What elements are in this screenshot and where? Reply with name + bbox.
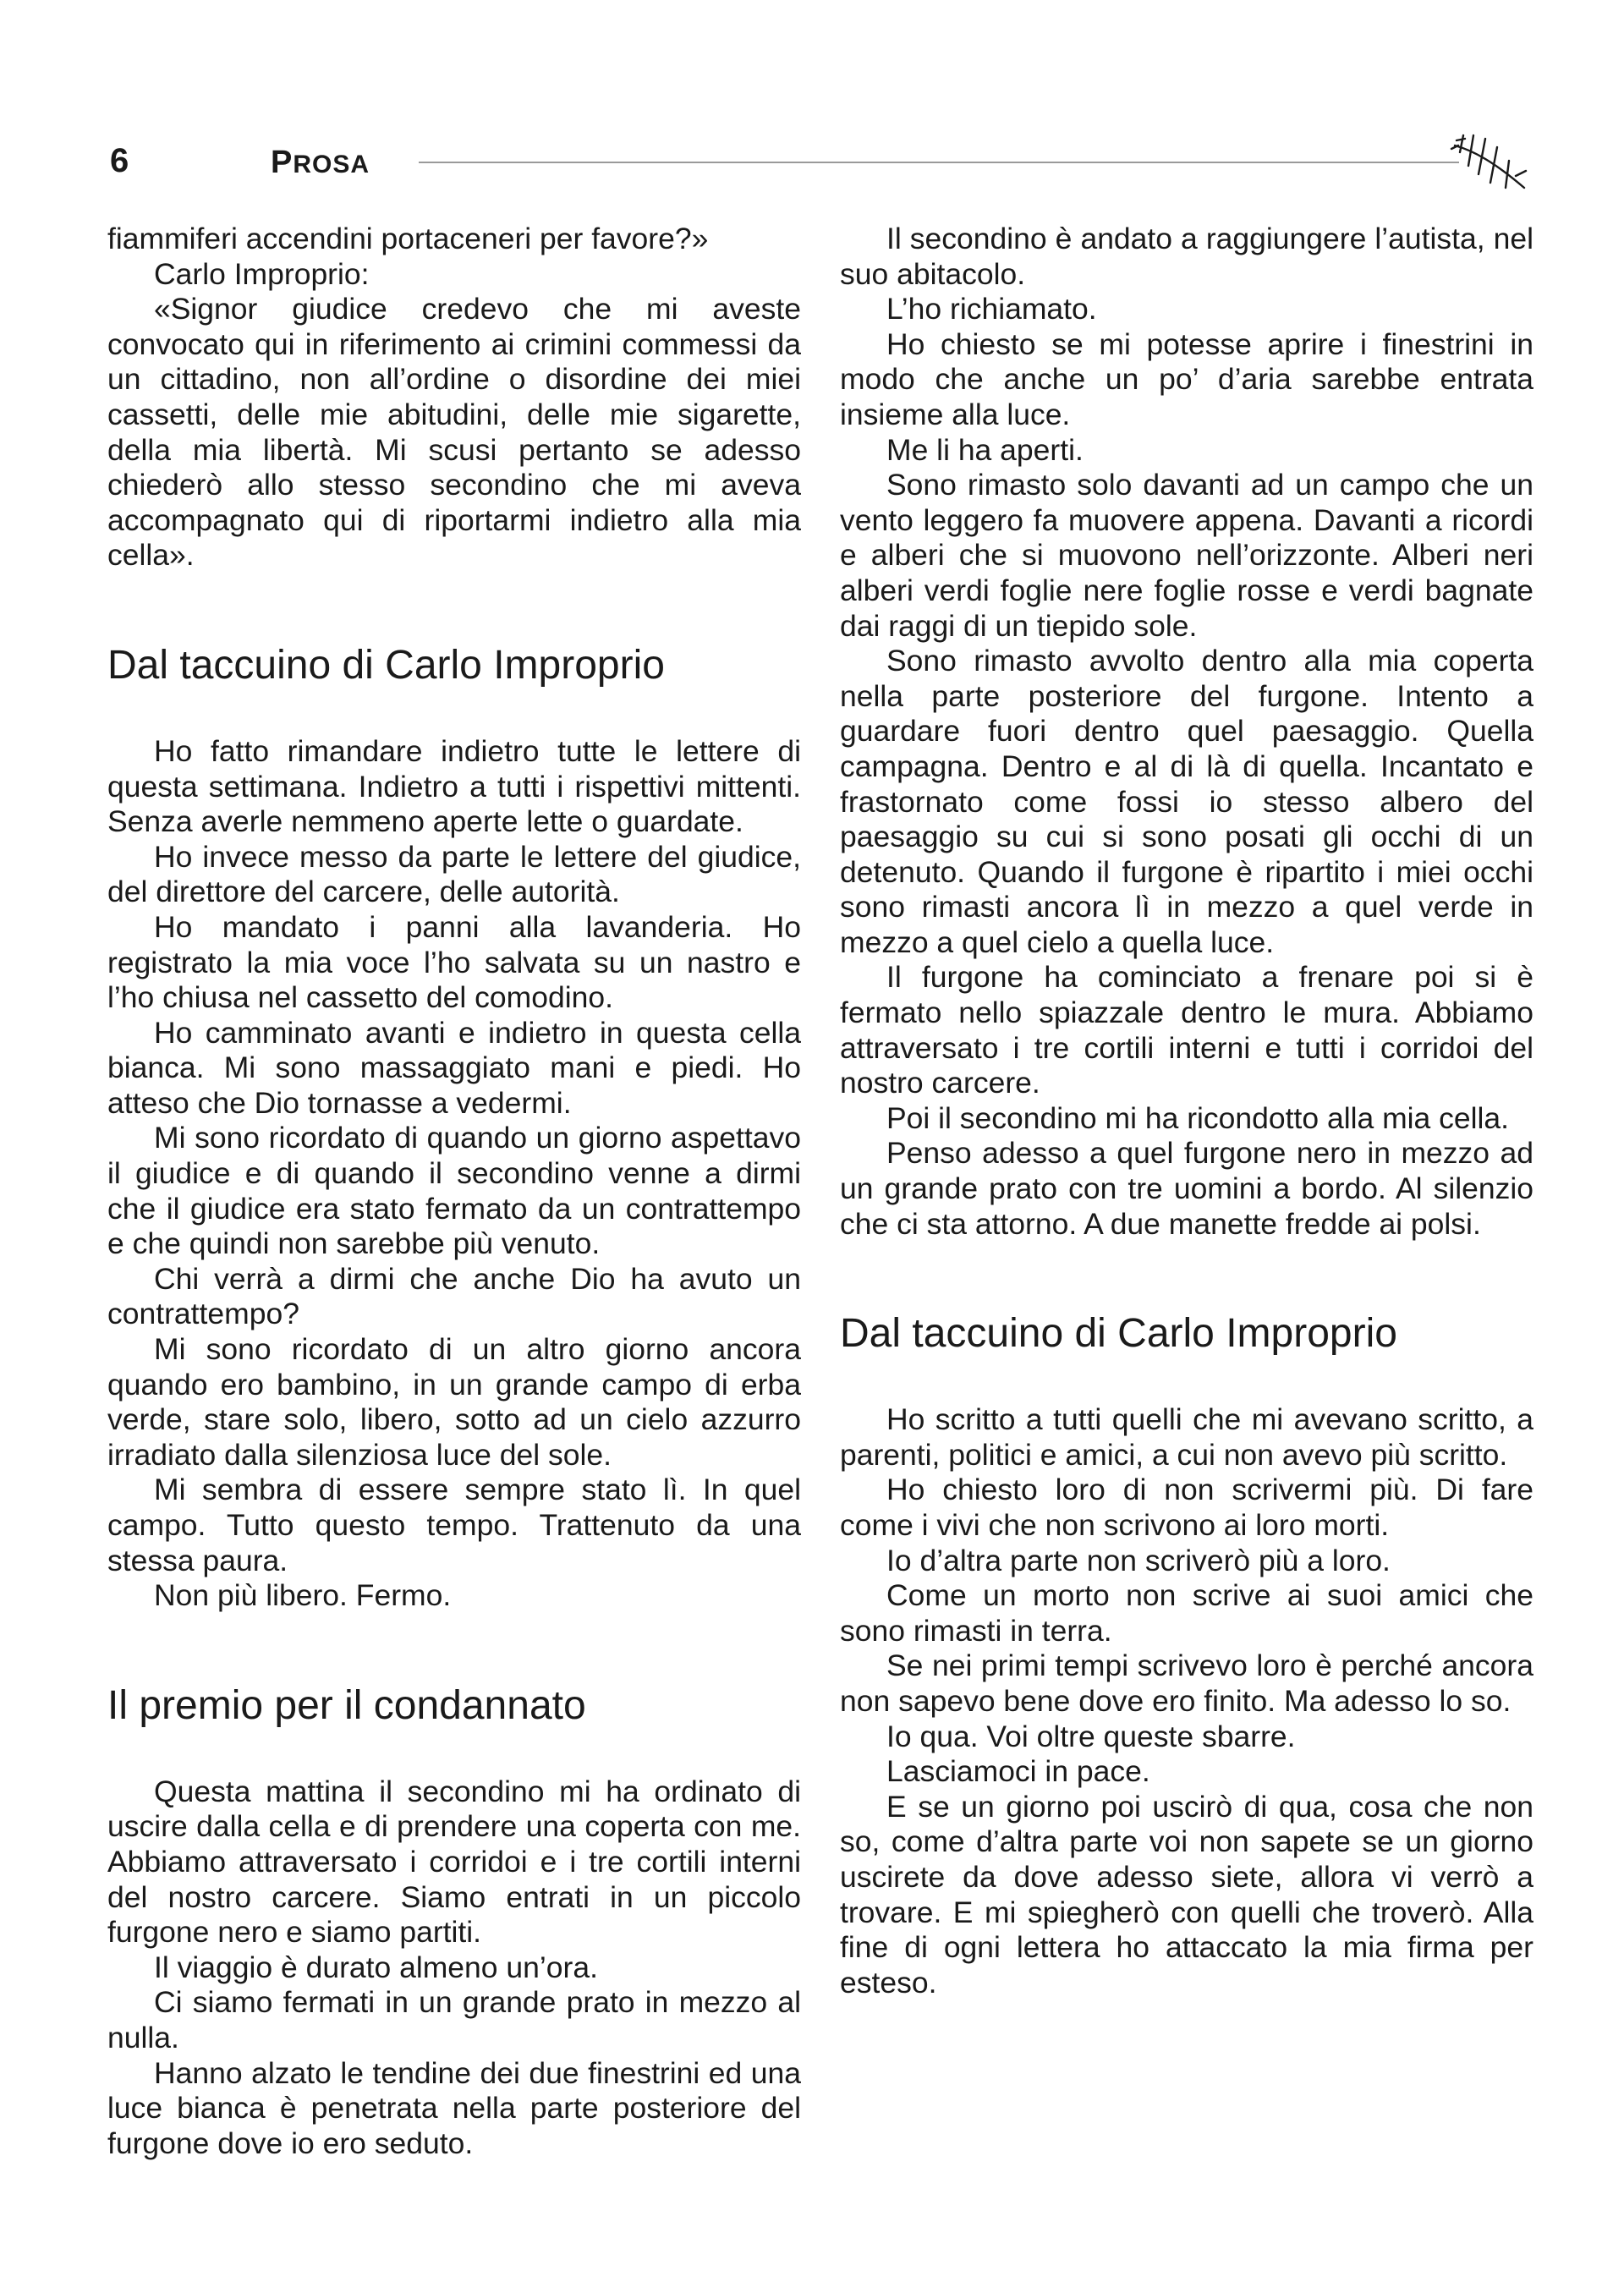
paragraph: Io d’altra parte non scriverò più a loro. [886,1543,1391,1577]
paragraph: «Signor giudice credevo che mi aveste convocato qui in riferimento ai crimini commessi da un cittadino, non all’ordine o disordine dei miei cassetti, delle mie abitudini, delle mie sigarette, della mia libertà. Mi scusi pertanto se adesso chiederò allo stesso secondino che mi aveva accompagnato qui di riportarmi indietro alla mia cella». [107,292,801,573]
paragraph: Ho camminato avanti e indietro in questa cella bianca. Mi sono massaggiato mani e piedi. Ho atteso che Dio tornasse a vedermi. [107,1015,801,1120]
paragraph: E se un giorno poi uscirò di qua, cosa che non so, come d’altra parte voi non sapete se un giorno uscirete da dove adesso siete, allora vi verrò a trovare. E mi spiegherò con quelli che troverò. Alla fine di ogni lettera ho attaccato la mia firma per esteso. [840,1789,1533,2000]
header-rule [419,162,1459,163]
left-column [107,222,801,2161]
paragraph: Ho mandato i panni alla lavanderia. Ho registrato la mia voce l’ho salvata su un nastro e l’ho chiusa nel cassetto del comodino. [107,909,801,1015]
paragraph: Io qua. Voi oltre queste sbarre. [886,1719,1296,1753]
paragraph: Ho invece messo da parte le lettere del giudice, del direttore del carcere, delle autorità. [107,839,801,909]
paragraph: Se nei primi tempi scrivevo loro è perché ancora non sapevo bene dove ero finito. Ma adesso lo so. [840,1648,1533,1718]
paragraph: Il secondino è andato a raggiungere l’autista, nel suo abitacolo. [840,222,1533,291]
section-title-initial: P [271,145,294,180]
magazine-logo-icon [1448,127,1533,195]
paragraph: Sono rimasto avvolto dentro alla mia coperta nella parte posteriore del furgone. Intento a guardare fuori dentro quel paesaggio. Quella campagna. Dentro e al di là di quella. Incantato e frastornato come fossi io stesso albero del paesaggio su cui si sono posati gli occhi di un detenuto. Quando il furgone è ripartito i miei occhi sono rimasti ancora lì in mezzo a quel verde in mezzo a quel cielo a quella luce. [840,644,1533,959]
paragraph: Carlo Improprio: [154,256,370,291]
paragraph: Come un morto non scrive ai suoi amici che sono rimasti in terra. [840,1578,1533,1648]
section-title-rest: ROSA [293,151,370,178]
paragraph: Sono rimasto solo davanti ad un campo che un vento leggero fa muovere appena. Davanti a ricordi e alberi che si muovono nell’orizzonte. Alberi neri alberi verdi foglie nere foglie rosse e verdi bagnate dai raggi di un tiepido sole. [840,468,1533,643]
paragraph: Ho chiesto se mi potesse aprire i finestrini in modo che anche un po’ d’aria sarebbe entrata insieme alla luce. [840,326,1533,431]
paragraph: Me li ha aperti. [886,432,1084,467]
right-column [840,222,1533,2000]
paragraph: Mi sono ricordato di un altro giorno ancora quando ero bambino, in un grande campo di erba verde, stare solo, libero, sotto ad un cielo azzurro irradiato dalla silenziosa luce del sole. [107,1332,801,1472]
paragraph: Lasciamoci in pace. [886,1754,1150,1789]
page-number: 6 [110,142,129,179]
paragraph: Non più libero. Fermo. [154,1578,452,1613]
paragraph: Penso adesso a quel furgone nero in mezzo ad un grande prato con tre uomini a bordo. Al silenzio che ci sta attorno. A due manette fredde ai polsi. [840,1136,1533,1241]
paragraph: Questa mattina il secondino mi ha ordinato di uscire dalla cella e di prendere una coperta con me. Abbiamo attraversato i corridoi e i tre cortili interni del nostro carcere. Siamo entrati in un piccolo furgone nero e siamo partiti. [107,1774,801,1950]
paragraph: Mi sembra di essere sempre stato lì. In quel campo. Tutto questo tempo. Trattenuto da una stessa paura. [107,1473,801,1577]
section-heading: Dal taccuino di Carlo Improprio [107,642,665,688]
paragraph: L’ho richiamato. [886,292,1097,326]
paragraph: Chi verrà a dirmi che anche Dio ha avuto un contrattempo? [107,1261,801,1331]
paragraph: Hanno alzato le tendine dei due finestrini ed una luce bianca è penetrata nella parte posteriore del furgone dove io ero seduto. [107,2055,801,2160]
paragraph: Il furgone ha cominciato a frenare poi si è fermato nello spiazzale dentro le mura. Abbiamo attraversato i tre cortili interni e tutti i corridoi del nostro carcere. [840,960,1533,1100]
paragraph: Ci siamo fermati in un grande prato in mezzo al nulla. [107,1985,801,2054]
paragraph: Poi il secondino mi ha ricondotto alla mia cella. [886,1100,1510,1135]
section-title [271,147,370,180]
paragraph: fiammiferi accendini portaceneri per favore?» [107,222,709,255]
paragraph: Ho fatto rimandare indietro tutte le lettere di questa settimana. Indietro a tutti i rispettivi mittenti. Senza averle nemmeno aperte lette o guardate. [107,733,801,839]
paragraph: Ho scritto a tutti quelli che mi avevano scritto, a parenti, politici e amici, a cui non avevo più scritto. [840,1402,1533,1472]
paragraph: Il viaggio è durato almeno un’ora. [154,1950,598,1984]
paragraph: Mi sono ricordato di quando un giorno aspettavo il giudice e di quando il secondino venne a dirmi che il giudice era stato fermato da un contrattempo e che quindi non sarebbe più venuto. [107,1121,801,1261]
paragraph: Ho chiesto loro di non scrivermi più. Di fare come i vivi che non scrivono ai loro morti. [840,1473,1533,1542]
page-header [110,127,1531,195]
section-heading: Il premio per il condannato [107,1682,586,1728]
section-heading: Dal taccuino di Carlo Improprio [840,1311,1397,1357]
